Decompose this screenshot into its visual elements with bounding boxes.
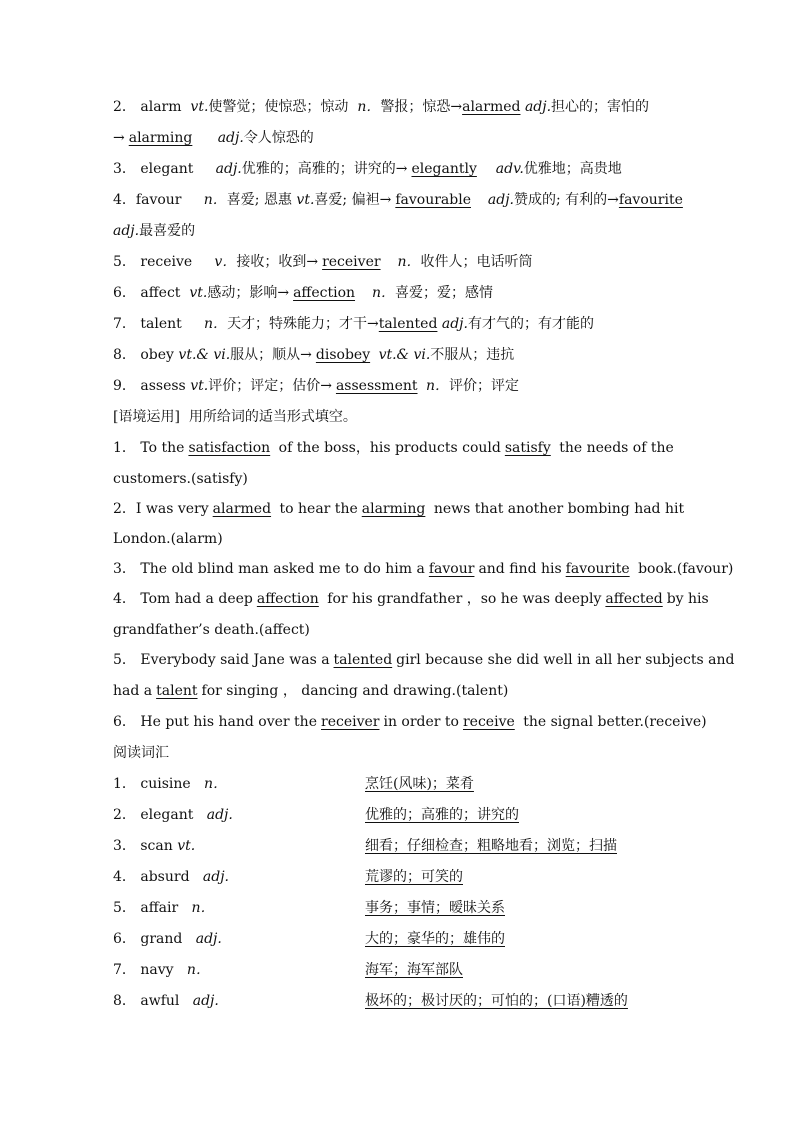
answer-blank: affected <box>605 591 663 607</box>
answer-blank: receiver <box>321 714 380 730</box>
entry-number: 4． <box>113 192 136 208</box>
derivative-word: talented <box>378 316 438 332</box>
word-entry-assess <box>113 371 693 402</box>
sentence-text: I was very <box>135 501 209 517</box>
part-of-speech: n． <box>357 99 381 115</box>
part-of-speech: adj. <box>487 192 514 208</box>
part-of-speech: adj. <box>217 130 244 146</box>
vocab-meaning: 事务；事情；暧昧关系 <box>365 900 505 916</box>
part-of-speech: vt. <box>296 192 315 208</box>
sentence-text: Everybody said Jane was a <box>140 652 330 668</box>
part-of-speech: adj. <box>113 223 140 239</box>
derivative-word: alarming <box>128 130 193 146</box>
derivative-word: assessment <box>335 378 418 394</box>
list-item <box>113 955 693 986</box>
word-entry-favour <box>113 185 693 216</box>
vocab-term: 3． scan vt. <box>113 838 196 854</box>
vocab-term: 6． grand adj. <box>113 931 222 947</box>
derivative-word: elegantly <box>411 161 477 177</box>
sentence-text: the needs of the <box>559 440 674 456</box>
derivative-word: favourable <box>395 192 471 208</box>
definition: 不服从；违抗 <box>430 347 515 363</box>
entry-number: 6． <box>113 285 136 301</box>
headword: assess <box>140 378 186 394</box>
part-of-speech: n． <box>425 378 449 394</box>
exercise-sentence-5-cont <box>113 676 693 707</box>
vocab-meaning: 细看；仔细检查；粗略地看；浏览；扫描 <box>365 838 617 854</box>
headword: talent <box>140 316 182 332</box>
entry-number: 4． <box>113 591 136 607</box>
section-tag: [语境运用] <box>113 409 180 425</box>
part-of-speech: v． <box>214 254 237 270</box>
part-of-speech: vt. <box>190 99 209 115</box>
entry-number: 2． <box>113 501 136 517</box>
entry-number: 6． <box>113 714 136 730</box>
vocab-meaning: 海军；海军部队 <box>365 962 463 978</box>
entry-number: 3． <box>113 561 136 577</box>
answer-blank: favourite <box>565 561 630 577</box>
headword: receive <box>140 254 193 270</box>
definition: 警报；惊恐→ <box>380 99 463 115</box>
part-of-speech: vt.& vi. <box>178 347 231 363</box>
definition: 赞成的; 有利的→ <box>514 192 619 208</box>
exercise-sentence-4 <box>113 584 709 615</box>
part-of-speech: n． <box>204 316 228 332</box>
entry-number: 5． <box>113 254 136 270</box>
vocab-meaning: 优雅的；高雅的；讲究的 <box>365 807 519 823</box>
entry-number: 1． <box>113 440 136 456</box>
sentence-text: to hear the <box>279 501 358 517</box>
word-entry-elegant <box>113 154 693 185</box>
answer-blank: satisfaction <box>188 440 271 456</box>
vocab-meaning: 荒谬的；可笑的 <box>365 869 463 885</box>
sentence-text: in order to <box>383 714 459 730</box>
derivative-word: receiver <box>322 254 381 270</box>
word-entry-talent <box>113 309 693 340</box>
list-item <box>113 800 693 831</box>
definition: 喜爱；爱；感情 <box>394 285 493 301</box>
derivative-word: favourite <box>618 192 683 208</box>
vocab-term: 2． elegant adj. <box>113 807 233 823</box>
sentence-text: had a <box>113 683 153 699</box>
definition: 服从；顺从→ <box>230 347 312 363</box>
definition: 评价；评定；估价→ <box>208 378 332 394</box>
answer-blank: talented <box>333 652 393 668</box>
vocab-meaning: 烹饪(风味)；菜肴 <box>365 776 474 792</box>
definition: 优雅的；高雅的；讲究的→ <box>241 161 408 177</box>
document-page <box>113 92 735 1017</box>
definition: 喜爱; 偏袒→ <box>314 192 392 208</box>
sentence-text: To the <box>140 440 185 456</box>
part-of-speech: adj. <box>215 161 242 177</box>
answer-blank: receive <box>462 714 515 730</box>
section-heading-context <box>113 402 693 433</box>
word-entry-alarm <box>113 92 693 123</box>
part-of-speech: n． <box>203 192 227 208</box>
exercise-sentence-3 <box>113 554 734 584</box>
word-entry-obey <box>113 340 693 371</box>
headword: elegant <box>140 161 194 177</box>
headword: favour <box>135 192 182 208</box>
vocab-term: 7． navy n． <box>113 962 210 978</box>
sentence-text: The old blind man asked me to do him a <box>140 561 425 577</box>
derivative-word: alarmed <box>462 99 521 115</box>
entry-number: 2． <box>113 99 136 115</box>
answer-blank: alarming <box>361 501 426 517</box>
list-item <box>113 862 693 893</box>
entry-number: 9． <box>113 378 136 394</box>
definition: 评价；评定 <box>449 378 519 394</box>
list-item <box>113 831 693 862</box>
entry-number: 7． <box>113 316 136 332</box>
sentence-text: the signal better.(receive) <box>523 714 707 730</box>
exercise-sentence-2-cont <box>113 524 693 554</box>
part-of-speech: vt. <box>189 285 208 301</box>
list-item <box>113 769 693 800</box>
list-item <box>113 924 693 955</box>
sentence-text: by his <box>666 591 709 607</box>
sentence-text: grandfather’s death.(affect) <box>113 622 310 638</box>
part-of-speech: vt.& vi. <box>378 347 431 363</box>
answer-blank: favour <box>428 561 475 577</box>
part-of-speech: adv. <box>495 161 524 177</box>
vocab-term: 1． cuisine n． <box>113 776 228 792</box>
entry-number: 8． <box>113 347 136 363</box>
derivative-word: disobey <box>315 347 371 363</box>
sentence-text: He put his hand over the <box>140 714 317 730</box>
sentence-text: customers.(satisfy) <box>113 471 248 487</box>
exercise-sentence-1 <box>113 433 693 464</box>
sentence-text: London.(alarm) <box>113 531 223 547</box>
reading-vocab-list <box>113 769 693 1017</box>
list-item <box>113 986 693 1017</box>
part-of-speech: adj. <box>441 316 468 332</box>
definition: 有才气的；有才能的 <box>467 316 594 332</box>
definition: 感动；影响→ <box>207 285 290 301</box>
answer-blank: satisfy <box>504 440 551 456</box>
definition: 接收；收到→ <box>236 254 319 270</box>
sentence-text: girl because she did well in all her subjects and <box>396 652 735 668</box>
exercise-sentence-6 <box>113 707 707 738</box>
sentence-text: of the boss，his products could <box>278 440 501 456</box>
sentence-text: Tom had a deep <box>140 591 253 607</box>
definition: 喜爱; 恩惠 <box>226 192 292 208</box>
exercise-sentence-4-cont <box>113 615 693 645</box>
headword: obey <box>140 347 174 363</box>
definition: 最喜爱的 <box>139 223 196 239</box>
sentence-text: news that another bombing had hit <box>433 501 685 517</box>
list-item <box>113 893 693 924</box>
vocab-meaning: 大的；豪华的；雄伟的 <box>365 931 505 947</box>
vocab-term: 4． absurd adj. <box>113 869 230 885</box>
sentence-text: and find his <box>478 561 562 577</box>
vocab-term: 8． awful adj. <box>113 993 219 1009</box>
answer-blank: affection <box>256 591 319 607</box>
sentence-text: for singing ， dancing and drawing.(talent) <box>201 683 509 699</box>
definition: 优雅地；高贵地 <box>523 161 622 177</box>
headword: alarm <box>140 99 182 115</box>
answer-blank: alarmed <box>212 501 272 517</box>
definition: 天才；特殊能力；才干→ <box>227 316 379 332</box>
answer-blank: talent <box>156 683 198 699</box>
part-of-speech: adj. <box>524 99 552 115</box>
entry-number: 3． <box>113 161 136 177</box>
part-of-speech: n． <box>371 285 395 301</box>
definition: 收件人；电话听筒 <box>420 254 533 270</box>
section-heading-reading <box>113 738 693 769</box>
exercise-sentence-2 <box>113 494 693 524</box>
sentence-text: for his grandfather ，so he was deeply <box>327 591 602 607</box>
definition: 使警觉；使惊恐；惊动 <box>208 99 349 115</box>
part-of-speech: n． <box>397 254 421 270</box>
word-entry-favour-cont <box>113 216 693 247</box>
definition: 令人惊恐的 <box>243 130 314 146</box>
entry-number: 5． <box>113 652 136 668</box>
vocab-meaning: 极坏的；极讨厌的；可怕的；(口语)糟透的 <box>365 993 628 1009</box>
word-entry-receive <box>113 247 693 278</box>
section-instruction: 用所给词的适当形式填空。 <box>188 409 357 425</box>
exercise-sentence-1-cont <box>113 464 693 494</box>
word-entry-alarm-cont <box>113 123 693 154</box>
word-entry-affect <box>113 278 693 309</box>
section-title: 阅读词汇 <box>113 745 169 761</box>
arrow: → <box>113 130 125 146</box>
headword: affect <box>140 285 181 301</box>
definition: 担心的；害怕的 <box>551 99 650 115</box>
vocab-term: 5． affair n． <box>113 900 215 916</box>
sentence-text: book.(favour) <box>638 561 734 577</box>
exercise-sentence-5 <box>113 645 735 676</box>
derivative-word: affection <box>293 285 356 301</box>
part-of-speech: vt. <box>190 378 209 394</box>
